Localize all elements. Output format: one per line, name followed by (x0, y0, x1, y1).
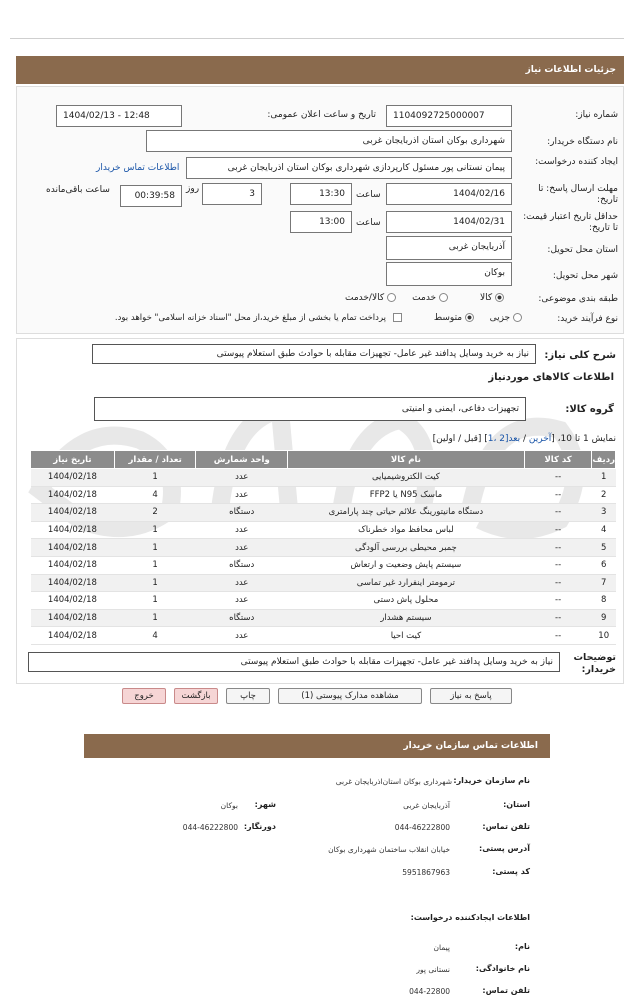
quantity: 1 (114, 574, 196, 592)
contact-address-value: خیابان انقلاب ساختمان شهرداری بوکان (328, 845, 450, 854)
radio-selected-icon (465, 313, 474, 322)
quantity: 4 (114, 486, 196, 504)
row-number: 10 (592, 627, 616, 645)
row-number: 8 (592, 592, 616, 610)
row-number: 3 (592, 504, 616, 522)
table-row (31, 504, 616, 522)
unit: عدد (196, 539, 288, 557)
goods-code: -- (524, 521, 592, 539)
deadline-time-field: 13:30 (290, 183, 352, 205)
goods-name: کیت الکتروشیمیایی (288, 469, 525, 487)
col-qty: تعداد / مقدار (114, 451, 196, 469)
goods-code: -- (524, 504, 592, 522)
row-number: 5 (592, 539, 616, 557)
table-row (31, 556, 616, 574)
table-row (31, 539, 616, 557)
need-date: 1404/02/18 (31, 539, 115, 557)
contact-org-value: شهرداری بوکان استان‌اذربایجان غربی (335, 777, 452, 786)
goods-name: ترمومتر اینفرارد غیر تماسی (288, 574, 525, 592)
deadline-time-label: ساعت (356, 190, 381, 200)
radio-selected-icon (495, 293, 504, 302)
validity-time-label: ساعت (356, 218, 381, 228)
radio-icon (387, 293, 396, 302)
need-date: 1404/02/18 (31, 504, 115, 522)
row-number: 2 (592, 486, 616, 504)
contact-address-label: آدرس پستی: (479, 844, 530, 853)
category-label: طبقه بندی موضوعی: (538, 294, 618, 304)
need-number-label: شماره نیاز: (575, 110, 618, 120)
contact-section-title: اطلاعات تماس سازمان خریدار (84, 734, 550, 758)
validity-date-field: 1404/02/31 (386, 211, 512, 233)
table-row (31, 574, 616, 592)
radio-icon (439, 293, 448, 302)
contact-fax-label: دورنگار: (243, 822, 276, 831)
col-unit: واحد شمارش (196, 451, 288, 469)
creator-family-label: نام خانوادگی: (475, 964, 530, 973)
deadline-date-field: 1404/02/16 (386, 183, 512, 205)
contact-city-label: شهر: (254, 800, 276, 809)
goods-name: لباس محافظ مواد خطرناک (288, 521, 525, 539)
need-number-field: 1104092725000007 (386, 105, 512, 127)
exit-button[interactable]: خروج (122, 688, 166, 704)
category-option-service[interactable]: خدمت (412, 293, 448, 303)
goods-name: سیستم هشدار (288, 609, 525, 627)
validity-time-field: 13:00 (290, 211, 352, 233)
contact-province-label: استان: (503, 800, 530, 809)
quantity: 1 (114, 469, 196, 487)
contact-phone-label: تلفن تماس: (482, 822, 530, 831)
treasury-payment-note: پرداخت تمام یا بخشی از مبلغ خرید،از محل "اسناد خزانه اسلامی" خواهد بود. (114, 313, 386, 323)
need-date: 1404/02/18 (31, 592, 115, 610)
contact-province-value: آذربایجان غربی (403, 801, 450, 810)
top-divider (10, 38, 624, 39)
col-date: تاریخ نیاز (31, 451, 115, 469)
summary-label: شرح کلی نیاز: (544, 350, 616, 361)
row-number: 6 (592, 556, 616, 574)
unit: عدد (196, 592, 288, 610)
announce-label: تاریخ و ساعت اعلان عمومی: (267, 110, 376, 120)
goods-code: -- (524, 627, 592, 645)
need-date: 1404/02/18 (31, 469, 115, 487)
goods-table (30, 450, 616, 645)
col-name: نام کالا (288, 451, 525, 469)
unit: عدد (196, 486, 288, 504)
goods-name: ماسک N95 یا FFP2 (288, 486, 525, 504)
quantity: 2 (114, 504, 196, 522)
back-button[interactable]: بازگشت (174, 688, 218, 704)
announce-field: 1404/02/13 - 12:48 (56, 105, 182, 127)
quantity: 1 (114, 556, 196, 574)
unit: عدد (196, 521, 288, 539)
goods-name: دستگاه مانیتورینگ علائم حیاتی چند پارامتری (288, 504, 525, 522)
goods-code: -- (524, 556, 592, 574)
remaining-label: ساعت باقی‌مانده (46, 185, 110, 195)
creator-info-heading: اطلاعات ایجادکننده درخواست: (410, 913, 530, 922)
goods-group-label: گروه کالا: (565, 404, 614, 415)
unit: عدد (196, 627, 288, 645)
creator-phone-value: 044-22800 (409, 987, 450, 996)
pagination: نمایش 1 تا 10، [آخرین / بعد[2 ،1] [قبل / اولین] (432, 434, 616, 444)
unit: عدد (196, 574, 288, 592)
table-row (31, 521, 616, 539)
goods-heading: اطلاعات کالاهای موردنیاز (488, 372, 614, 383)
table-row (31, 592, 616, 610)
page-title: جزئیات اطلاعات نیاز (16, 56, 624, 84)
unit: عدد (196, 469, 288, 487)
days-field: 3 (202, 183, 262, 205)
col-code: کد کالا (524, 451, 592, 469)
contact-postal-value: 5951867963 (402, 868, 450, 877)
need-date: 1404/02/18 (31, 609, 115, 627)
validity-label: حداقل تاریخ اعتبار قیمت: تا تاریخ: (523, 212, 618, 233)
row-number: 7 (592, 574, 616, 592)
creator-label: ایجاد کننده درخواست: (535, 157, 618, 167)
buyer-notes-field: نیاز به خرید وسایل پدافند غیر عامل- تجهیزات مقابله با حوادث طبق استعلام پیوستی (28, 652, 560, 672)
reply-button[interactable]: پاسخ به نیاز (430, 688, 512, 704)
contact-fax-value: 044-46222800 (182, 823, 238, 832)
contact-city-value: بوکان (220, 801, 238, 810)
unit: دستگاه (196, 556, 288, 574)
row-number: 1 (592, 469, 616, 487)
contact-org-label: نام سازمان خریدار: (453, 776, 530, 785)
goods-table-header (31, 451, 616, 469)
table-row (31, 609, 616, 627)
need-date: 1404/02/18 (31, 486, 115, 504)
goods-code: -- (524, 609, 592, 627)
creator-family-value: نستانی پور (416, 965, 450, 974)
process-option-medium[interactable]: متوسط (434, 313, 474, 323)
goods-code: -- (524, 574, 592, 592)
city-field: بوکان (386, 262, 512, 286)
checkbox-icon (393, 313, 402, 322)
need-date: 1404/02/18 (31, 521, 115, 539)
row-number: 9 (592, 609, 616, 627)
quantity: 4 (114, 627, 196, 645)
attachments-button[interactable]: مشاهده مدارک پیوستی (1) (278, 688, 422, 704)
print-button[interactable]: چاپ (226, 688, 270, 704)
creator-name-value: پیمان (433, 943, 450, 952)
creator-field: پیمان نستانی پور مسئول کارپردازی شهرداری بوکان استان اذربایجان غربی (186, 157, 512, 179)
row-number: 4 (592, 521, 616, 539)
buyer-notes-label: توضیحات خریدار: (573, 652, 616, 675)
creator-phone-label: تلفن تماس: (482, 986, 530, 995)
page-next-link[interactable]: بعد (508, 434, 521, 444)
goods-name: محلول پاش دستی (288, 592, 525, 610)
city-label: شهر محل تحویل: (552, 271, 618, 281)
table-row (31, 486, 616, 504)
deadline-label: مهلت ارسال پاسخ: تا تاریخ: (538, 184, 618, 205)
goods-code: -- (524, 539, 592, 557)
need-date: 1404/02/18 (31, 627, 115, 645)
buyer-org-label: نام دستگاه خریدار: (547, 137, 618, 147)
page-last-link[interactable]: آخرین (528, 434, 552, 444)
goods-name: سیستم پایش وضعیت و ارتعاش (288, 556, 525, 574)
goods-code: -- (524, 592, 592, 610)
table-row (31, 627, 616, 645)
goods-code: -- (524, 469, 592, 487)
contact-phone-value: 044-46222800 (394, 823, 450, 832)
quantity: 1 (114, 521, 196, 539)
table-row (31, 469, 616, 487)
quantity: 1 (114, 539, 196, 557)
buyer-contact-link[interactable]: اطلاعات تماس خریدار (96, 163, 180, 173)
quantity: 1 (114, 592, 196, 610)
goods-name: چمبر محیطی بررسی آلودگی (288, 539, 525, 557)
need-date: 1404/02/18 (31, 574, 115, 592)
goods-group-field: تجهیزات دفاعی، ایمنی و امنیتی (94, 397, 526, 421)
creator-name-label: نام: (514, 942, 530, 951)
province-label: استان محل تحویل: (547, 245, 618, 255)
category-option-goods[interactable]: کالا (480, 293, 504, 303)
province-field: آذربایجان غربی (386, 236, 512, 260)
page-numbers[interactable]: [2 ،1 (487, 434, 509, 444)
days-label: روز (186, 184, 200, 194)
unit: دستگاه (196, 609, 288, 627)
remaining-time-field: 00:39:58 (120, 185, 182, 207)
category-option-both[interactable]: کالا/خدمت (345, 293, 396, 303)
quantity: 1 (114, 609, 196, 627)
radio-icon (513, 313, 522, 322)
col-row: ردیف (592, 451, 616, 469)
unit: دستگاه (196, 504, 288, 522)
process-label: نوع فرآیند خرید: (557, 314, 618, 324)
need-date: 1404/02/18 (31, 556, 115, 574)
treasury-payment-checkbox[interactable] (393, 313, 402, 323)
summary-field: نیاز به خرید وسایل پدافند غیر عامل- تجهیزات مقابله با حوادث طبق استعلام پیوستی (92, 344, 536, 364)
buyer-org-field: شهرداری بوکان استان اذربایجان غربی (146, 130, 512, 152)
goods-code: -- (524, 486, 592, 504)
contact-postal-label: کد پستی: (492, 867, 530, 876)
process-option-minor[interactable]: جزیی (490, 313, 522, 323)
goods-name: کیت احیا (288, 627, 525, 645)
